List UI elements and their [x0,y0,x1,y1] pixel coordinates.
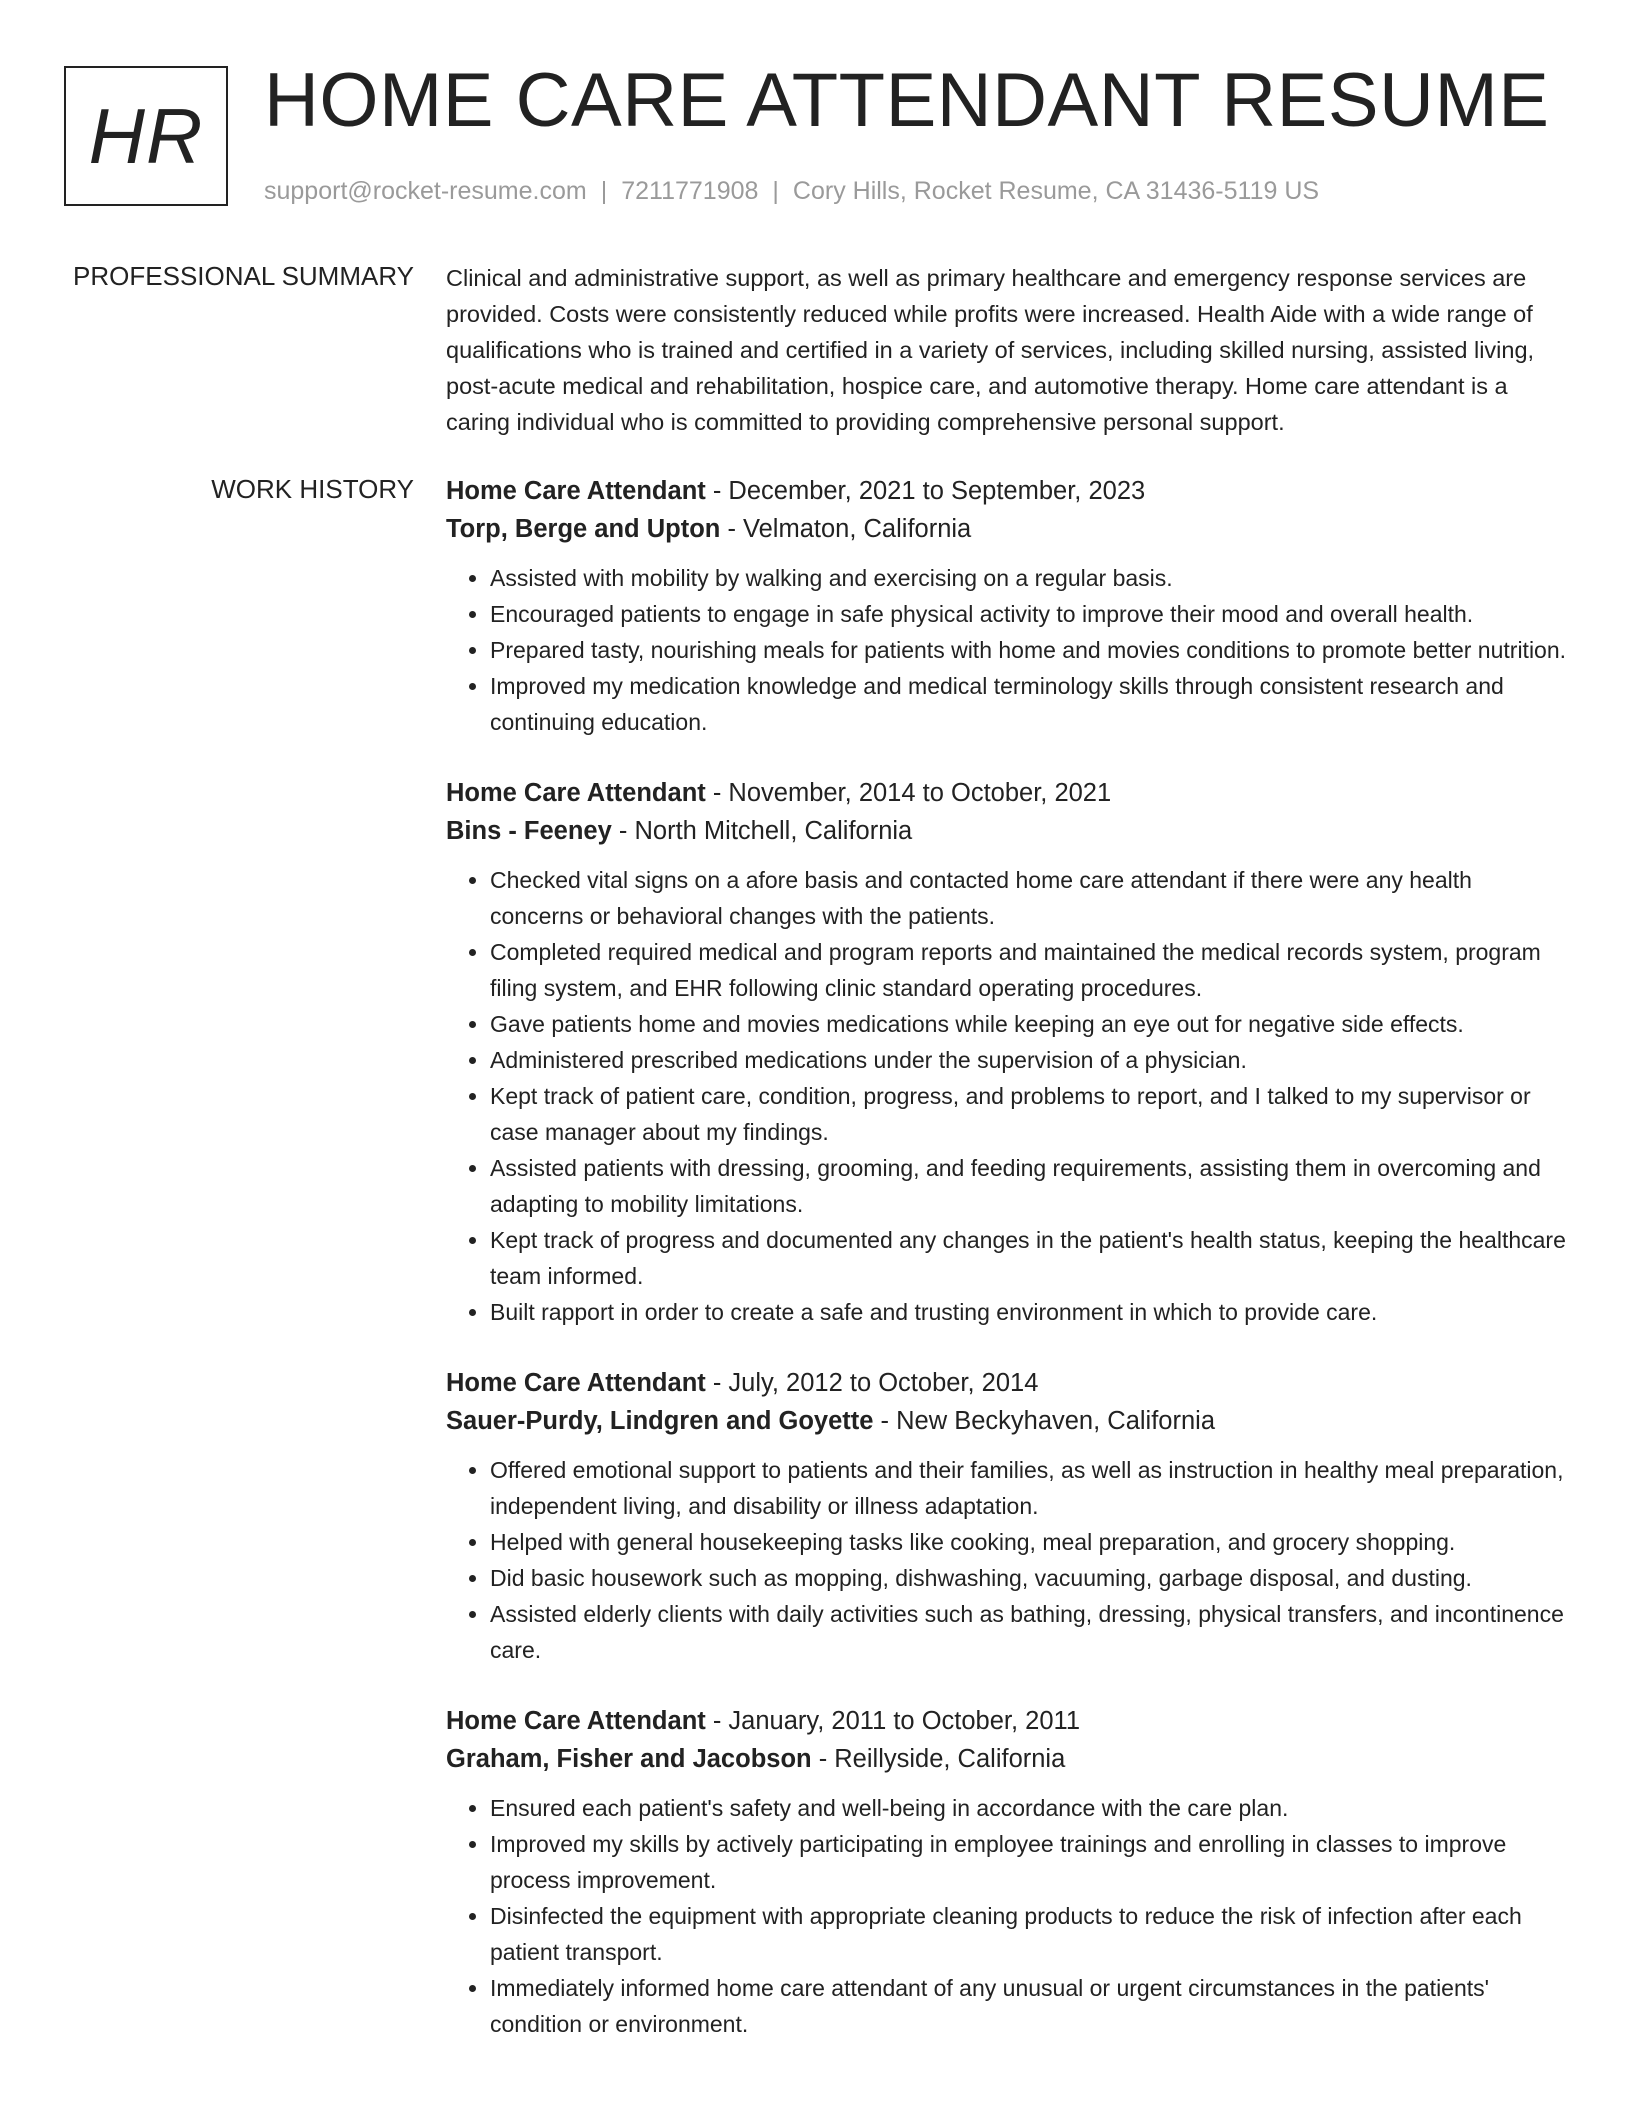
job-company: Bins - Feeney [446,817,612,845]
contact-address: Cory Hills, Rocket Resume, CA 31436-5119 US [792,177,1320,205]
job-bullet: • Administered prescribed medications under the supervision of a physician. [490,1042,1570,1078]
job-bullet: • Offered emotional support to patients and their families, as well as instruction in healthy meal preparation, independent living, and disability or illness adaptation. [490,1452,1570,1524]
job-location: - Velmaton, California [720,515,972,543]
job-bullet: • Built rapport in order to create a safe and trusting environment in which to provide care. [490,1294,1570,1330]
job-bullets [446,560,1570,740]
job-company-line [446,812,1570,850]
job-bullet: • Helped with general housekeeping tasks like cooking, meal preparation, and grocery shopping. [490,1524,1570,1560]
job-title: Home Care Attendant [446,779,706,807]
job-title: Home Care Attendant [446,1369,706,1397]
job-bullet: • Assisted patients with dressing, grooming, and feeding requirements, assisting them in overcoming and adapting to mobility limitations. [490,1150,1570,1222]
job-title: Home Care Attendant [446,477,706,505]
job-location: - New Beckyhaven, California [873,1407,1215,1435]
job-dates: - January, 2011 to October, 2011 [705,1707,1080,1735]
job-bullet: • Did basic housework such as mopping, dishwashing, vacuuming, garbage disposal, and dusting. [490,1560,1570,1596]
job-entry [446,774,1570,1330]
job-title-line [446,1702,1570,1740]
job-dates: - December, 2021 to September, 2023 [705,477,1146,505]
contact-email[interactable]: support@rocket-resume.com [264,177,587,205]
resume-title: HOME CARE ATTENDANT RESUME [264,58,1550,143]
job-company: Torp, Berge and Upton [446,515,721,543]
job-title-line [446,1364,1570,1402]
job-company: Graham, Fisher and Jacobson [446,1745,812,1773]
job-location: - Reillyside, California [811,1745,1066,1773]
job-title-line [446,774,1570,812]
job-location: - North Mitchell, California [611,817,913,845]
job-company-line [446,510,1570,548]
job-bullet: • Prepared tasty, nourishing meals for patients with home and movies conditions to promote better nutrition. [490,632,1570,668]
job-bullets [446,1452,1570,1668]
job-bullet: • Assisted with mobility by walking and exercising on a regular basis. [490,560,1570,596]
job-bullets [446,862,1570,1330]
job-bullet: • Gave patients home and movies medications while keeping an eye out for negative side effects. [490,1006,1570,1042]
contact-separator: | [600,177,608,205]
job-bullet: • Kept track of progress and documented any changes in the patient's health status, keeping the healthcare team informed. [490,1222,1570,1294]
job-bullet: • Encouraged patients to engage in safe physical activity to improve their mood and overall health. [490,596,1570,632]
job-bullets [446,1790,1570,2042]
job-company-line [446,1402,1570,1440]
monogram-logo: HR [64,66,228,206]
job-bullet: • Kept track of patient care, condition, progress, and problems to report, and I talked to my supervisor or case manager about my findings. [490,1078,1570,1150]
job-title-line [446,472,1570,510]
summary-text: Clinical and administrative support, as well as primary healthcare and emergency response services are provided. Costs were consistently reduced while profits were increased. Health Aide with a wide range of qualifications who is trained and certified in a variety of services, including skilled nursing, assisted living, post-acute medical and rehabilitation, hospice care, and automotive therapy. Home care attendant is a caring individual who is committed to providing comprehensive personal support. [446,265,1535,435]
job-bullet: • Improved my skills by actively participating in employee trainings and enrolling in classes to improve process improvement. [490,1826,1570,1898]
job-entry [446,1364,1570,1668]
job-company: Sauer-Purdy, Lindgren and Goyette [446,1407,874,1435]
contact-line [264,176,1319,206]
contact-separator: | [772,177,779,205]
job-dates: - July, 2012 to October, 2014 [705,1369,1039,1397]
job-entry [446,1702,1570,2042]
job-entry [446,472,1570,740]
job-bullet: • Immediately informed home care attendant of any unusual or urgent circumstances in the patients' condition or environment. [490,1970,1570,2042]
work-history-section-label: WORK HISTORY [211,474,414,504]
job-bullet: • Improved my medication knowledge and medical terminology skills through consistent research and continuing education. [490,668,1570,740]
contact-phone[interactable]: 7211771908 [621,177,759,205]
summary-section-label: PROFESSIONAL SUMMARY [73,261,414,291]
job-bullet: • Assisted elderly clients with daily activities such as bathing, dressing, physical transfers, and incontinence care. [490,1596,1570,1668]
job-title: Home Care Attendant [446,1707,706,1735]
job-dates: - November, 2014 to October, 2021 [705,779,1112,807]
job-bullet: • Ensured each patient's safety and well-being in accordance with the care plan. [490,1790,1570,1826]
work-history-list [446,472,1570,2076]
job-bullet: • Checked vital signs on a afore basis and contacted home care attendant if there were any health concerns or behavioral changes with the patients. [490,862,1570,934]
job-company-line [446,1740,1570,1778]
job-bullet: • Disinfected the equipment with appropriate cleaning products to reduce the risk of infection after each patient transport. [490,1898,1570,1970]
job-bullet: • Completed required medical and program reports and maintained the medical records system, program filing system, and EHR following clinic standard operating procedures. [490,934,1570,1006]
